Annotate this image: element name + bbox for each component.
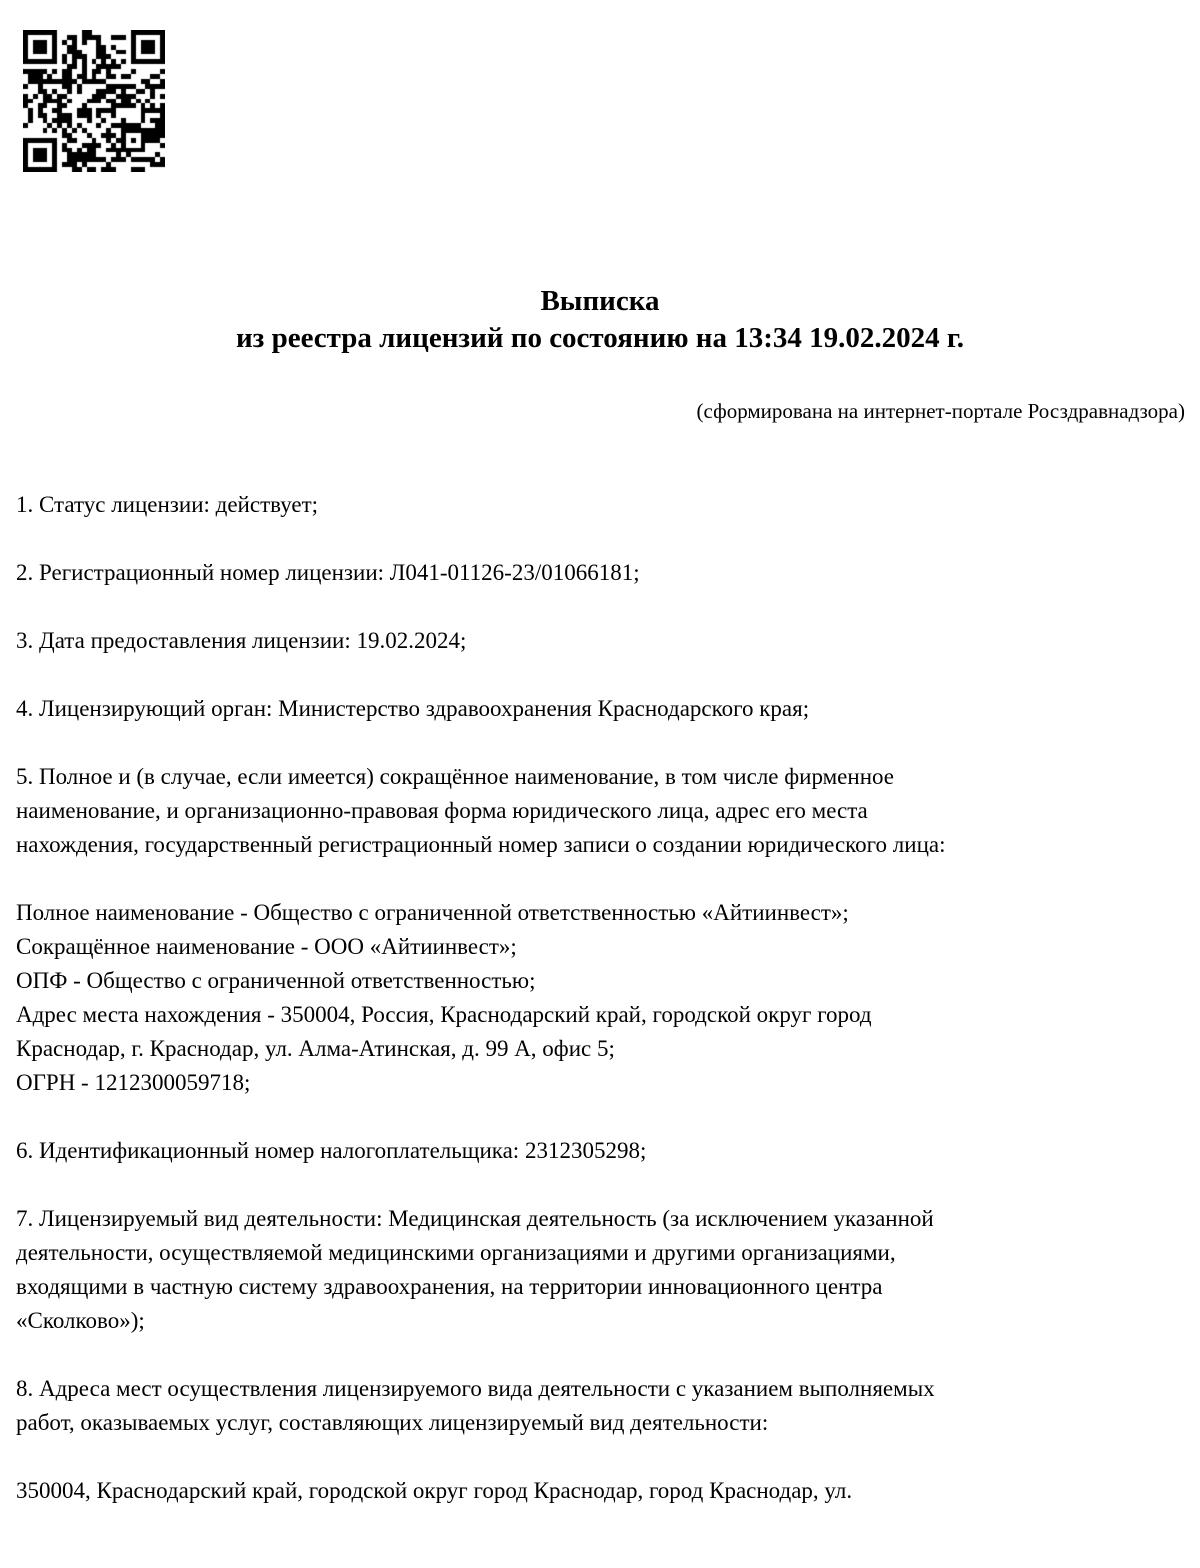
paragraph-license-status (16, 488, 1188, 522)
document-title-line-2: из реестра лицензий по состоянию на 13:34 19.02.2024 г. (235, 322, 965, 354)
paragraph-registration-number (16, 556, 1188, 590)
text-line: работ, оказываемых услуг, составляющих лицензируемый вид деятельности: (16, 1410, 769, 1435)
document-title (0, 283, 1200, 357)
text-line: Краснодар, г. Краснодар, ул. Алма-Атинская, д. 99 А, офис 5; (16, 1036, 615, 1061)
text-line: ОГРН - 1212300059718; (16, 1070, 251, 1095)
text-line: «Сколково»); (16, 1308, 145, 1333)
paragraph-grant-date (16, 624, 1188, 658)
text-line: 350004, Краснодарский край, городской округ город Краснодар, город Краснодар, ул. (16, 1478, 853, 1503)
text-line: Полное наименование - Общество с ограниченной ответственностью «Айтиинвест»; (16, 900, 849, 925)
paragraph-licensing-authority (16, 692, 1188, 726)
text-line: 7. Лицензируемый вид деятельности: Медицинская деятельность (за исключением указанной (16, 1206, 934, 1231)
text-line: нахождения, государственный регистрационный номер записи о создании юридического лица: (16, 832, 946, 857)
paragraph-taxpayer-number (16, 1134, 1188, 1168)
text-line: Сокращённое наименование - ООО «Айтиинвест»; (16, 934, 517, 959)
paragraph-org-details (16, 896, 1188, 1100)
text-line: 8. Адреса мест осуществления лицензируемого вида деятельности с указанием выполняемых (16, 1376, 935, 1401)
text-line: наименование, и организационно-правовая форма юридического лица, адрес его места (16, 798, 868, 823)
text-line: 4. Лицензирующий орган: Министерство здравоохранения Краснодарского края; (16, 696, 810, 721)
document-subtitle: (сформирована на интернет-портале Росздравнадзора) (696, 399, 1185, 423)
text-line: входящими в частную систему здравоохранения, на территории инновационного центра (16, 1274, 883, 1299)
document-body (16, 488, 1188, 1542)
paragraph-activity-address (16, 1474, 1188, 1508)
text-line: Адрес места нахождения - 350004, Россия, Краснодарский край, городской округ город (16, 1002, 872, 1027)
paragraph-activity-addresses-heading (16, 1372, 1188, 1440)
text-line: деятельности, осуществляемой медицинскими организациями и другими организациями, (16, 1240, 896, 1265)
paragraph-org-info-heading (16, 760, 1188, 862)
text-line: 2. Регистрационный номер лицензии: Л041-01126-23/01066181; (16, 560, 640, 585)
text-line: ОПФ - Общество с ограниченной ответственностью; (16, 968, 536, 993)
text-line: 3. Дата предоставления лицензии: 19.02.2024; (16, 628, 467, 653)
text-line: 1. Статус лицензии: действует; (16, 492, 319, 517)
document-title-line-1: Выписка (540, 285, 660, 317)
qr-code-image (23, 30, 165, 172)
text-line: 5. Полное и (в случае, если имеется) сокращённое наименование, в том числе фирменное (16, 764, 894, 789)
paragraph-licensed-activity (16, 1202, 1188, 1338)
text-line: 6. Идентификационный номер налогоплательщика: 2312305298; (16, 1138, 647, 1163)
